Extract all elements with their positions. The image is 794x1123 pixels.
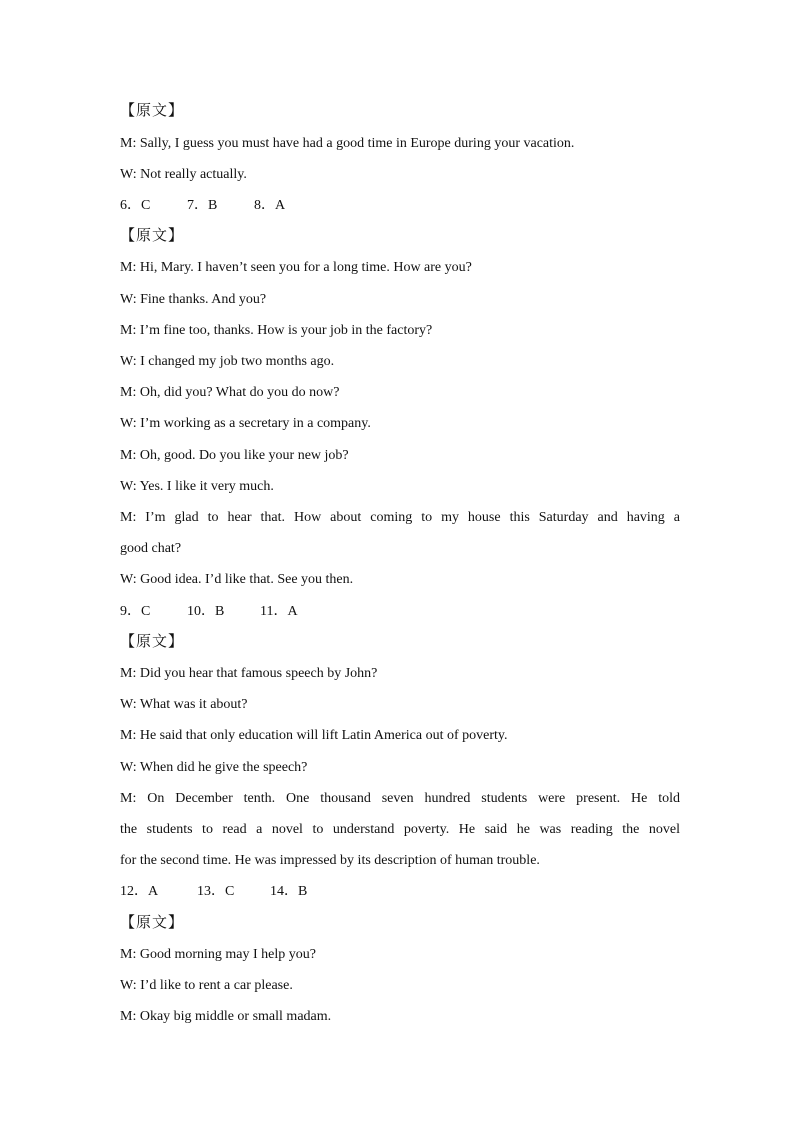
dialogue-line: M: Okay big middle or small madam. bbox=[120, 1009, 332, 1024]
dialogue-line: M: Good morning may I help you? bbox=[120, 947, 316, 962]
answer-row bbox=[120, 602, 680, 622]
answer-row bbox=[120, 196, 680, 216]
dialogue-line: good chat? bbox=[120, 541, 182, 556]
answer-item: 12．A bbox=[120, 884, 159, 899]
answer-item: 7．B bbox=[187, 198, 218, 213]
answer-item: 8．A bbox=[254, 198, 286, 213]
dialogue-line: W: Not really actually. bbox=[120, 167, 247, 182]
dialogue-line: M: Oh, good. Do you like your new job? bbox=[120, 448, 349, 463]
section-heading: 【原文】 bbox=[120, 634, 185, 650]
dialogue-line: W: Yes. I like it very much. bbox=[120, 479, 274, 494]
answer-item: 11．A bbox=[260, 604, 298, 619]
dialogue-line: W: When did he give the speech? bbox=[120, 760, 308, 775]
section-heading: 【原文】 bbox=[120, 228, 185, 244]
dialogue-line: W: I’m working as a secretary in a company. bbox=[120, 416, 371, 431]
dialogue-line: M: I’m fine too, thanks. How is your job in the factory? bbox=[120, 323, 433, 338]
section-heading: 【原文】 bbox=[120, 915, 185, 931]
dialogue-line: M: Oh, did you? What do you do now? bbox=[120, 385, 340, 400]
dialogue-line: M: I’m glad to hear that. How about coming to my house this Saturday and having a bbox=[120, 510, 680, 525]
answer-item: 6．C bbox=[120, 198, 151, 213]
dialogue-line: W: I changed my job two months ago. bbox=[120, 354, 335, 369]
dialogue-line: for the second time. He was impressed by its description of human trouble. bbox=[120, 853, 540, 868]
section-heading: 【原文】 bbox=[120, 103, 185, 119]
answer-item: 13．C bbox=[197, 884, 235, 899]
answer-item: 10．B bbox=[187, 604, 225, 619]
dialogue-line: W: Good idea. I’d like that. See you then. bbox=[120, 572, 354, 587]
answer-row bbox=[120, 882, 680, 902]
dialogue-line: M: On December tenth. One thousand seven hundred students were present. He told bbox=[120, 791, 680, 806]
dialogue-line: W: Fine thanks. And you? bbox=[120, 292, 267, 307]
dialogue-line: M: He said that only education will lift Latin America out of poverty. bbox=[120, 728, 508, 743]
dialogue-line: M: Did you hear that famous speech by John? bbox=[120, 666, 378, 681]
answer-item: 9．C bbox=[120, 604, 151, 619]
dialogue-line: M: Sally, I guess you must have had a good time in Europe during your vacation. bbox=[120, 136, 575, 151]
answer-item: 14．B bbox=[270, 884, 308, 899]
dialogue-line: W: What was it about? bbox=[120, 697, 248, 712]
dialogue-line: W: I’d like to rent a car please. bbox=[120, 978, 293, 993]
dialogue-line: M: Hi, Mary. I haven’t seen you for a long time. How are you? bbox=[120, 260, 472, 275]
dialogue-line: the students to read a novel to understand poverty. He said he was reading the novel bbox=[120, 822, 680, 837]
